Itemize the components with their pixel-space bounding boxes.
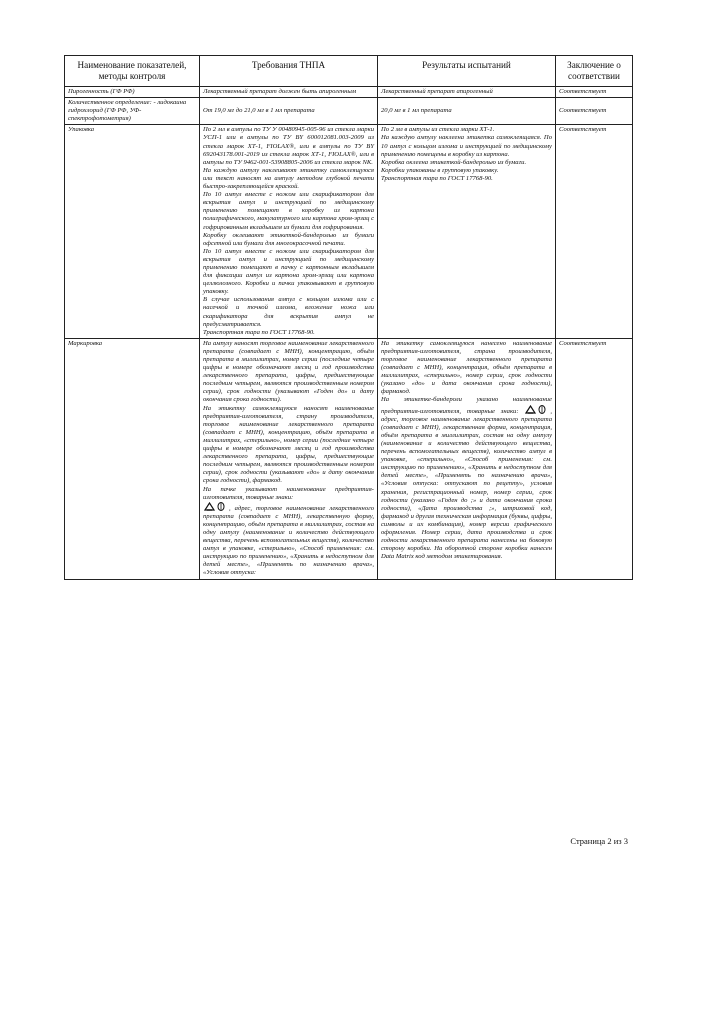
row-conclusion: Соответствует bbox=[556, 125, 633, 338]
table-row bbox=[65, 338, 633, 579]
table-row bbox=[65, 87, 633, 98]
page-number: Страница 2 из 3 bbox=[570, 836, 628, 846]
req-paragraph: , адрес, торговое наименование лекарственного препарата (совпадает с МНН), лекарственную форму, концентрацию, объём препарата в миллилитрах, состав на одну ампулу (наименование и количество действующего вещества, перечень вспомогательных веществ), количество ампул в упаковке, «стерильно», «Способ применения: см. инструкцию по применению», «Хранить в недоступном для детей месте», «Применять по назначению врача», «Условия отпуска: bbox=[203, 502, 374, 578]
row-result bbox=[378, 125, 556, 338]
table-header bbox=[65, 56, 633, 87]
req-paragraph: В случае использования ампул с кольцом излома или с насечкой и точкой излома, вложение ножа или скарификатора для вскрытия ампул не предусматривается. bbox=[203, 296, 374, 328]
results-table bbox=[64, 55, 633, 580]
row-conclusion: Соответствует bbox=[556, 338, 633, 579]
row-conclusion: Соответствует bbox=[556, 87, 633, 98]
req-paragraph: По 10 ампул вместе с ножом или скарификатором для вскрытия ампул и инструкцией по медицинскому применению помещают в коробку из картона полиграфического, макулатурного или картона хром-эрзац с гофрированным вкладышем из бумаги для гофрирования. bbox=[203, 191, 374, 231]
row-conclusion: Соответствует bbox=[556, 98, 633, 125]
table-row bbox=[65, 98, 633, 125]
trademark-leaf-icon bbox=[217, 502, 228, 511]
row-result: 20,0 мг в 1 мл препарата bbox=[378, 98, 556, 125]
header-indicators: Наименование показателей, методы контроля bbox=[65, 56, 200, 87]
req-paragraph: Коробку оклеивают этикеткой-бандеролью из бумаги офсетной или бумаги для многокрасочной печати. bbox=[203, 231, 374, 247]
row-name: Пирогенность (ГФ РФ) bbox=[65, 87, 200, 98]
table-row bbox=[65, 125, 633, 338]
trademark-logo-icon bbox=[204, 502, 215, 511]
header-results: Результаты испытаний bbox=[378, 56, 556, 87]
header-conclusion: Заключение о соответствии bbox=[556, 56, 633, 87]
req-paragraph: По 10 ампул вместе с ножом или скарификатором для вскрытия ампул и инструкцией по медицинскому применению помещают в пачку с картонным вкладышем для фиксации ампул из картона хром-эрзац или картона целлюлозного. Коробки и пачки упаковывают в групповую упаковку. bbox=[203, 247, 374, 296]
result-paragraph: На этикетку самоклеящуюся нанесено наименование предприятия-изготовителя, страна производителя, торговое наименование лекарственного препарата (совпадает с МНН), концентрация, объём препарата в миллилитрах, «стерильно», номер серии, срок годности (указано «до» и дата окончания срока годности), фармакод. bbox=[381, 339, 552, 396]
row-requirement bbox=[200, 125, 378, 338]
row-name: Маркировка bbox=[65, 338, 200, 579]
trademark-logo-icon bbox=[525, 405, 536, 414]
req-paragraph: На этикетку самоклеящуюся наносят наименование предприятия-изготовителя, страну производителя, торговое наименование лекарственного препарата (совпадает с МНН), концентрацию, объём препарата в миллилитрах, «стерильно», номер серии (последние четыре цифры в номере обозначают месяц и год производства лекарственного препарата, цифры, предшествующие последним четырем, являются производственным номером серии), срок годности (указывают «до» и дату окончания срока годности), фармакод. bbox=[203, 404, 374, 485]
req-paragraph: Транспортная тара по ГОСТ 17768-90. bbox=[203, 328, 315, 336]
req-paragraph: По 2 мл в ампулы по ТУ У 00480945-005-96 из стекла марки УСП-1 или в ампулы по ТУ BY 600012081.003-2009 из стекла марок ХТ-1, FIOLAX®, или в ампулы по ТУ BY 692043178.001-2019 из стекла марок ХТ-1, FIOLAX®, или в ампулы по ТУ 9462-001-53908805-2006 из стекла марок NK. bbox=[203, 126, 374, 166]
row-result bbox=[378, 338, 556, 579]
row-requirement: От 19,0 мг до 21,0 мг в 1 мл препарата bbox=[200, 98, 378, 125]
row-result: Лекарственный препарат апирогенный bbox=[378, 87, 556, 98]
result-paragraph: По 2 мл в ампулы из стекла марки ХТ-1. bbox=[381, 126, 495, 134]
result-paragraph: На каждую ампулу наклеена этикетка самоклеящаяся. По 10 ампул с кольцом излома и инструкцией по медицинскому применению помещены в коробку из картона. bbox=[381, 134, 552, 158]
req-paragraph: На пачке указывают наименование предприятия-изготовителя, товарные знаки: bbox=[203, 485, 374, 501]
trademark-leaf-icon bbox=[538, 405, 549, 414]
req-paragraph: На ампулу наносят торговое наименование лекарственного препарата (совпадает с МНН), концентрацию, объём препарата в миллилитрах, номер серии (последние четыре цифры в номере обозначают месяц и год производства лекарственного препарата, цифры, предшествующие последним четырем, являются производственным номером серии), срок годности (указывают «Годен до» и дату окончания срока годности). bbox=[203, 339, 374, 404]
header-requirements: Требования ТНПА bbox=[200, 56, 378, 87]
row-requirement: Лекарственный препарат должен быть апирогенным bbox=[200, 87, 378, 98]
result-paragraph: Коробка оклеена этикеткой-бандеролью из бумаги. bbox=[381, 158, 527, 166]
row-name: Количественное определение: - лидокаина гидрохлорид (ГФ РФ, УФ-спектрофотометрия) bbox=[65, 98, 200, 125]
req-paragraph: На каждую ампулу наклеивают этикетку самоклеящуюся или текст наносят на ампулу методом глубокой печати быстро-закрепляющейся краской. bbox=[203, 166, 374, 191]
row-name: Упаковка bbox=[65, 125, 200, 338]
result-paragraph: На этикетке-бандероли указано наименование предприятия-изготовителя, товарные знаки: , адрес, торговое наименование лекарственного препарата (совпадает с МНН), лекарственная форма, концентрация, объём препарата в миллилитрах, состав на одну ампулу (наименование и количество действующего вещества, перечень вспомогательных веществ), количество ампул в упаковке, «стерильно», «Способ применения: см. инструкцию по применению», «Хранить в недоступном для детей месте», «Применять по назначению врача», «Условия отпуска: отпускают по рецепту», условия хранения, регистрационный номер, номер серии, срок годности (указано «Годен до ;» и дата окончания срока годности), «Дата производства ;», штриховой код, фармакод и другая техническая информация (буквы, цифры, символы и их комбинация), номер версии графического оформления. Номер серии, дата производства и срок годности лекарственного препарата нанесены на боковую сторону коробки. На оборотной стороне коробки нанесен Data Matrix код методом этикетирования. bbox=[381, 396, 553, 561]
result-paragraph: Транспортная тара по ГОСТ 17768-90. bbox=[381, 174, 493, 182]
result-paragraph: Коробки упакованы в групповую упаковку. bbox=[381, 166, 499, 174]
row-requirement bbox=[200, 338, 378, 579]
